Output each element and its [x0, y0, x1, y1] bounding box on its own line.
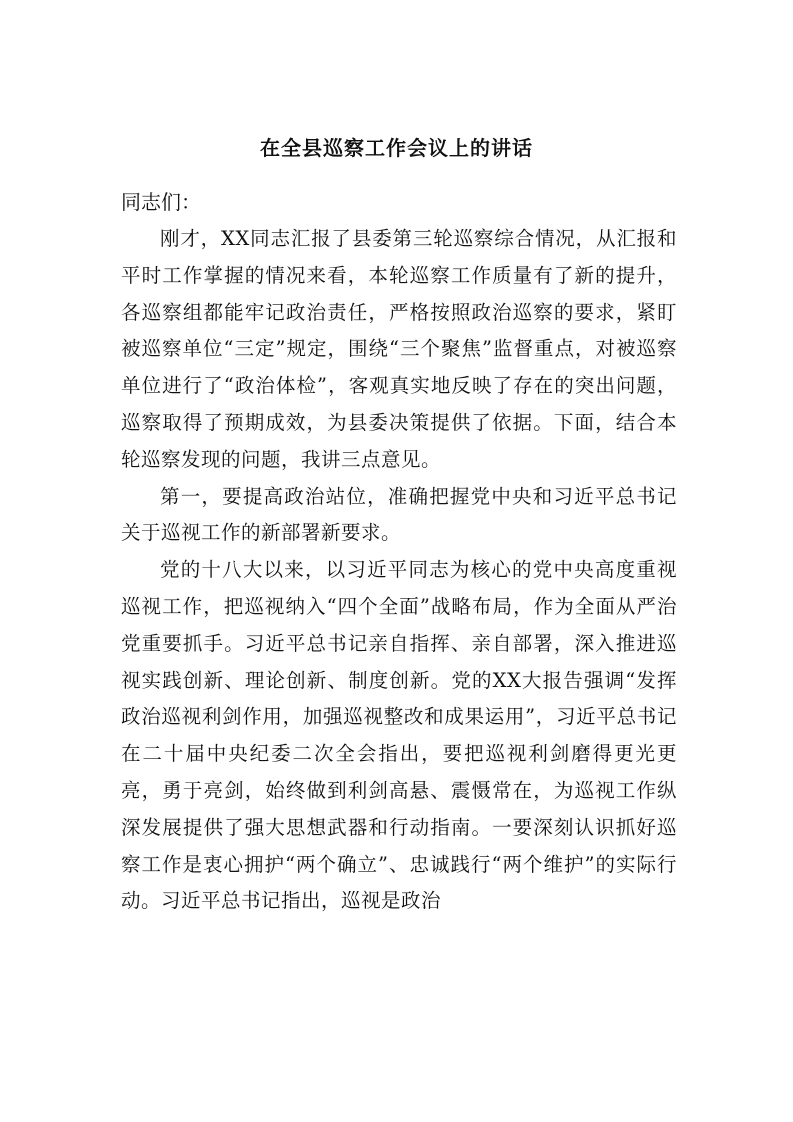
paragraph-detail: 党的十八大以来，以习近平同志为核心的党中央高度重视巡视工作，把巡视纳入“四个全面”战略布局，作为全面从严治党重要抓手。习近平总书记亲自指挥、亲自部署，深入推进巡视实践创新、理论创新、制度创新。党的XX大报告强调“发挥政治巡视利剑作用，加强巡视整改和成果运用”，习近平总书记在二十届中央纪委二次全会指出，要把巡视利剑磨得更光更亮，勇于亮剑，始终做到利剑高悬、震慑常在，为巡视工作纵深发展提供了强大思想武器和行动指南。一要深刻认识抓好巡察工作是衷心拥护“两个确立”、忠诚践行“两个维护”的实际行动。习近平总书记指出，巡视是政治: [121, 558, 677, 913]
document-title: 在全县巡察工作会议上的讲话: [260, 136, 533, 160]
paragraph-point-one: 第一，要提高政治站位，准确把握党中央和习近平总书记关于巡视工作的新部署新要求。: [121, 484, 677, 545]
document-body: [121, 221, 677, 920]
paragraph-opening: 刚才，XX同志汇报了县委第三轮巡察综合情况，从汇报和平时工作掌握的情况来看，本轮巡察工作质量有了新的提升，各巡察组都能牢记政治责任，严格按照政治巡察的要求，紧盯被巡察单位“三定”规定，围绕“三个聚焦”监督重点，对被巡察单位进行了“政治体检”，客观真实地反映了存在的突出问题，巡察取得了预期成效，为县委决策提供了依据。下面，结合本轮巡察发现的问题，我讲三点意见。: [121, 227, 677, 471]
salutation: 同志们：: [121, 190, 201, 214]
